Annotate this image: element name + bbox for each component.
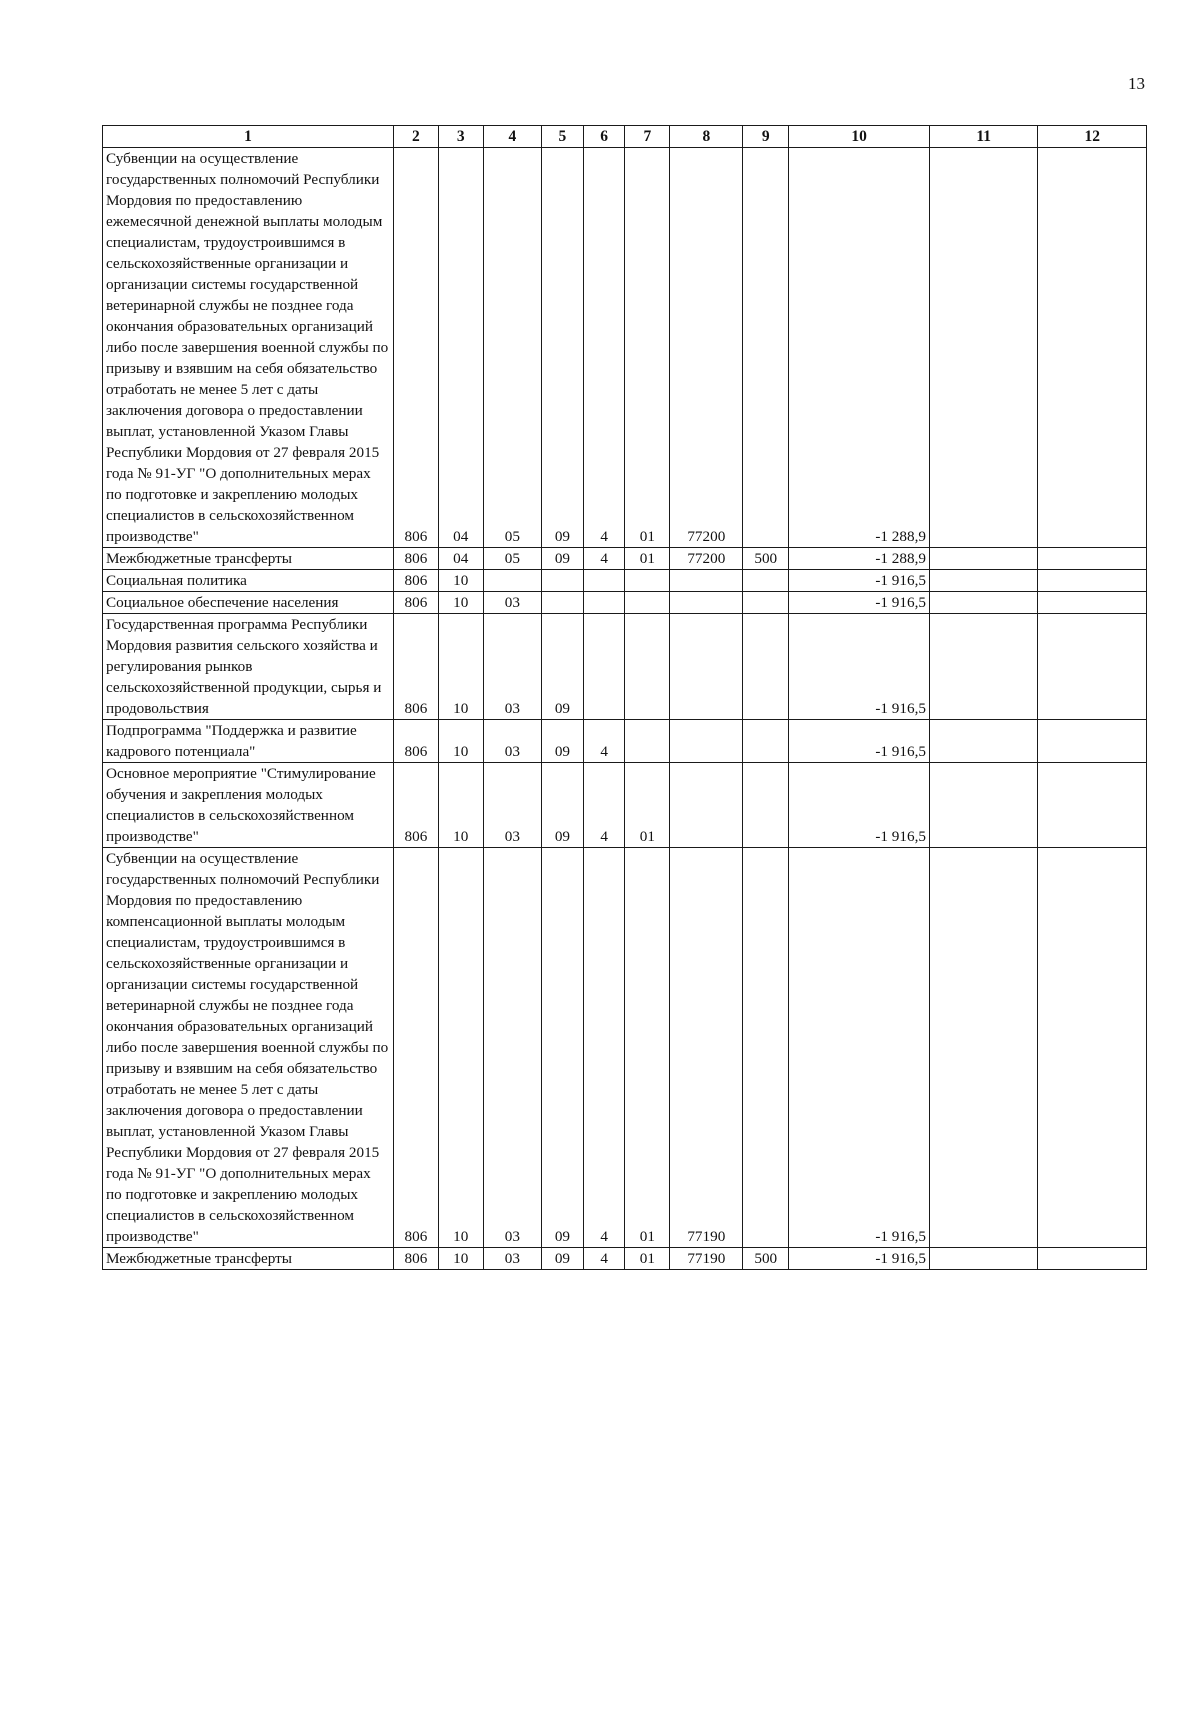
code-cell <box>625 570 670 592</box>
column-header: 10 <box>789 126 930 148</box>
code-cell: 09 <box>542 763 584 848</box>
code-cell: 10 <box>438 592 483 614</box>
code-cell: 4 <box>583 148 625 548</box>
table-row <box>103 614 1147 720</box>
code-cell: 806 <box>393 570 438 592</box>
code-cell <box>743 148 789 548</box>
table-row <box>103 148 1147 548</box>
code-cell <box>743 592 789 614</box>
code-cell: 10 <box>438 848 483 1248</box>
code-cell <box>542 592 584 614</box>
code-cell: 77190 <box>670 1248 743 1270</box>
item-name: Субвенции на осуществление государственных полномочий Республики Мордовия по предоставлению ежемесячной денежной выплаты молодым специалистам, трудоустроившимся в сельскохозяйственные организации и организации системы государственной ветеринарной службы не позднее года окончания образовательных организаций либо после завершения военной службы по призыву и взявшим на себя обязательство отработать не менее 5 лет с даты заключения договора о предоставлении выплат, установленной Указом Главы Республики Мордовия от 27 февраля 2015 года № 91-УГ "О дополнительных мерах по подготовке и закреплению молодых специалистов в сельскохозяйственном производстве" <box>103 148 394 548</box>
column-header: 7 <box>625 126 670 148</box>
code-cell <box>583 570 625 592</box>
amount-cell <box>929 1248 1037 1270</box>
code-cell: 806 <box>393 763 438 848</box>
code-cell: 03 <box>483 720 541 763</box>
item-name: Государственная программа Республики Мордовия развития сельского хозяйства и регулирования рынков сельскохозяйственной продукции, сырья и продовольствия <box>103 614 394 720</box>
code-cell: 03 <box>483 848 541 1248</box>
code-cell <box>583 614 625 720</box>
column-header: 1 <box>103 126 394 148</box>
code-cell: 01 <box>625 1248 670 1270</box>
amount-cell: -1 916,5 <box>789 720 930 763</box>
code-cell: 500 <box>743 548 789 570</box>
amount-cell <box>929 592 1037 614</box>
item-name: Субвенции на осуществление государственных полномочий Республики Мордовия по предоставлению компенсационной выплаты молодым специалистам, трудоустроившимся в сельскохозяйственные организации и организации системы государственной ветеринарной службы не позднее года окончания образовательных организаций либо после завершения военной службы по призыву и взявшим на себя обязательство отработать не менее 5 лет с даты заключения договора о предоставлении выплат, установленной Указом Главы Республики Мордовия от 27 февраля 2015 года № 91-УГ "О дополнительных мерах по подготовке и закреплению молодых специалистов в сельскохозяйственном производстве" <box>103 848 394 1248</box>
code-cell: 4 <box>583 720 625 763</box>
code-cell <box>583 592 625 614</box>
code-cell: 05 <box>483 548 541 570</box>
code-cell: 03 <box>483 1248 541 1270</box>
code-cell: 500 <box>743 1248 789 1270</box>
code-cell: 09 <box>542 1248 584 1270</box>
amount-cell <box>929 570 1037 592</box>
code-cell: 806 <box>393 848 438 1248</box>
amount-cell <box>929 720 1037 763</box>
amount-cell: -1 916,5 <box>789 1248 930 1270</box>
amount-cell <box>929 548 1037 570</box>
code-cell: 10 <box>438 570 483 592</box>
code-cell: 10 <box>438 763 483 848</box>
code-cell: 806 <box>393 148 438 548</box>
table-row <box>103 570 1147 592</box>
code-cell <box>670 720 743 763</box>
code-cell: 04 <box>438 548 483 570</box>
budget-table <box>102 125 1147 1270</box>
amount-cell: -1 916,5 <box>789 614 930 720</box>
code-cell <box>670 763 743 848</box>
amount-cell <box>1038 592 1147 614</box>
column-header: 2 <box>393 126 438 148</box>
amount-cell <box>1038 720 1147 763</box>
code-cell: 4 <box>583 763 625 848</box>
code-cell: 01 <box>625 548 670 570</box>
column-header: 5 <box>542 126 584 148</box>
code-cell: 806 <box>393 1248 438 1270</box>
code-cell: 03 <box>483 763 541 848</box>
column-header: 11 <box>929 126 1037 148</box>
code-cell <box>542 570 584 592</box>
amount-cell <box>1038 763 1147 848</box>
code-cell: 09 <box>542 848 584 1248</box>
amount-cell: -1 288,9 <box>789 148 930 548</box>
code-cell: 10 <box>438 1248 483 1270</box>
column-header: 3 <box>438 126 483 148</box>
code-cell <box>670 614 743 720</box>
item-name: Основное мероприятие "Стимулирование обучения и закрепления молодых специалистов в сельскохозяйственном производстве" <box>103 763 394 848</box>
code-cell: 09 <box>542 720 584 763</box>
amount-cell <box>1038 148 1147 548</box>
table-row <box>103 1248 1147 1270</box>
amount-cell <box>929 148 1037 548</box>
table-row <box>103 548 1147 570</box>
header-row <box>103 126 1147 148</box>
code-cell <box>483 570 541 592</box>
item-name: Межбюджетные трансферты <box>103 548 394 570</box>
code-cell: 77190 <box>670 848 743 1248</box>
code-cell: 806 <box>393 614 438 720</box>
amount-cell: -1 916,5 <box>789 763 930 848</box>
code-cell: 4 <box>583 548 625 570</box>
amount-cell <box>1038 614 1147 720</box>
item-name: Социальная политика <box>103 570 394 592</box>
code-cell: 806 <box>393 548 438 570</box>
amount-cell <box>929 848 1037 1248</box>
code-cell <box>670 570 743 592</box>
code-cell <box>743 848 789 1248</box>
code-cell: 77200 <box>670 548 743 570</box>
amount-cell <box>929 614 1037 720</box>
amount-cell: -1 288,9 <box>789 548 930 570</box>
item-name: Межбюджетные трансферты <box>103 1248 394 1270</box>
amount-cell: -1 916,5 <box>789 570 930 592</box>
table-row <box>103 763 1147 848</box>
column-header: 12 <box>1038 126 1147 148</box>
code-cell <box>743 763 789 848</box>
amount-cell <box>1038 548 1147 570</box>
code-cell <box>625 592 670 614</box>
code-cell: 4 <box>583 848 625 1248</box>
code-cell: 10 <box>438 614 483 720</box>
code-cell: 09 <box>542 148 584 548</box>
code-cell <box>625 720 670 763</box>
amount-cell <box>929 763 1037 848</box>
code-cell: 4 <box>583 1248 625 1270</box>
code-cell: 01 <box>625 148 670 548</box>
code-cell: 01 <box>625 763 670 848</box>
code-cell: 09 <box>542 614 584 720</box>
table-row <box>103 592 1147 614</box>
code-cell: 03 <box>483 614 541 720</box>
code-cell: 10 <box>438 720 483 763</box>
code-cell: 04 <box>438 148 483 548</box>
item-name: Социальное обеспечение населения <box>103 592 394 614</box>
code-cell <box>625 614 670 720</box>
code-cell: 806 <box>393 592 438 614</box>
code-cell <box>743 614 789 720</box>
amount-cell: -1 916,5 <box>789 848 930 1248</box>
code-cell <box>743 720 789 763</box>
item-name: Подпрограмма "Поддержка и развитие кадрового потенциала" <box>103 720 394 763</box>
code-cell: 01 <box>625 848 670 1248</box>
table-row <box>103 720 1147 763</box>
amount-cell <box>1038 1248 1147 1270</box>
amount-cell <box>1038 570 1147 592</box>
column-header: 6 <box>583 126 625 148</box>
code-cell <box>670 592 743 614</box>
code-cell: 05 <box>483 148 541 548</box>
column-header: 9 <box>743 126 789 148</box>
code-cell <box>743 570 789 592</box>
table-row <box>103 848 1147 1248</box>
code-cell: 77200 <box>670 148 743 548</box>
column-header: 8 <box>670 126 743 148</box>
code-cell: 09 <box>542 548 584 570</box>
amount-cell: -1 916,5 <box>789 592 930 614</box>
code-cell: 03 <box>483 592 541 614</box>
code-cell: 806 <box>393 720 438 763</box>
column-header: 4 <box>483 126 541 148</box>
page-number: 13 <box>1128 74 1145 93</box>
amount-cell <box>1038 848 1147 1248</box>
